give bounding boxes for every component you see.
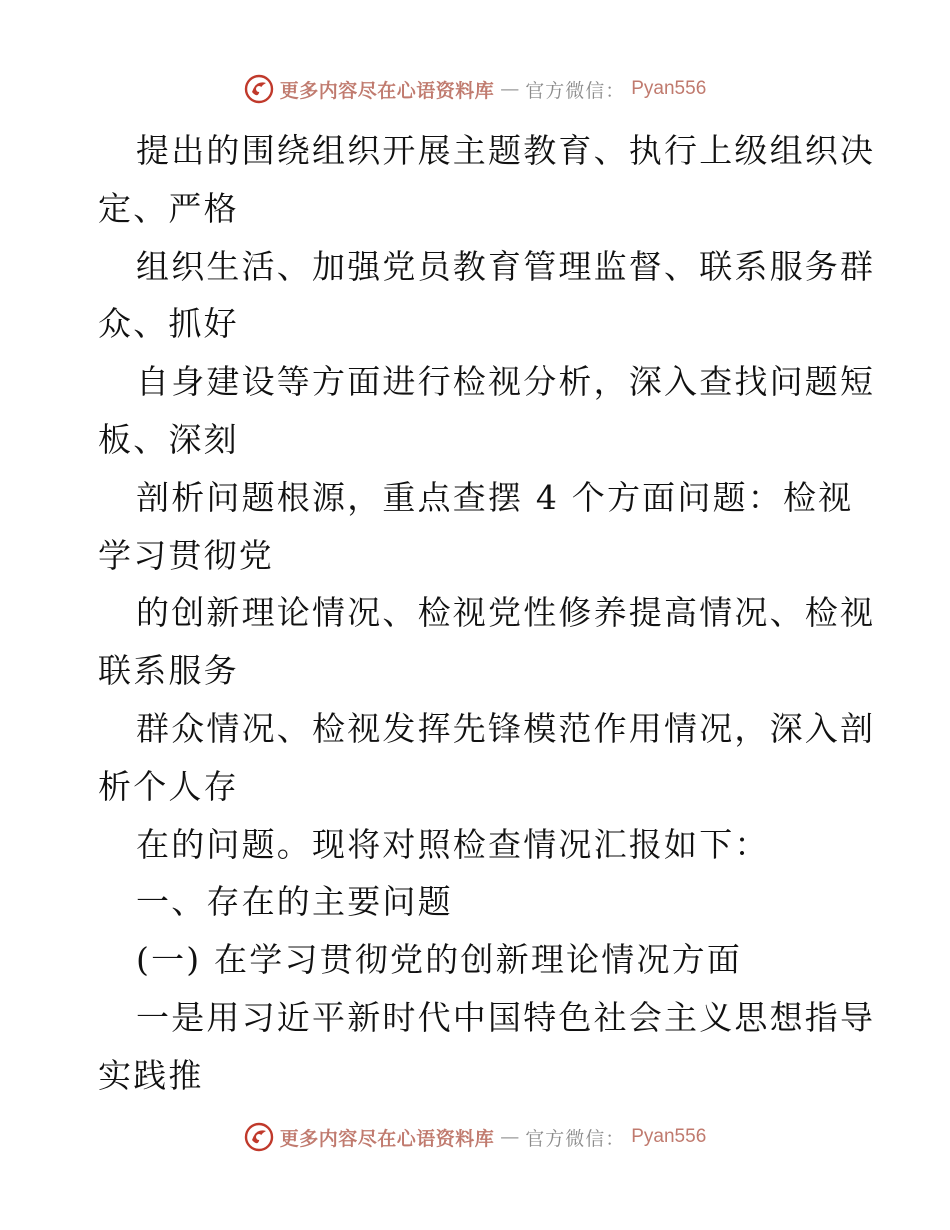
body-line: 的创新理论情况、检视党性修养提高情况、检视 (136, 593, 876, 633)
footer-watermark (0, 1122, 950, 1152)
red-swirl-logo-icon (244, 1122, 274, 1152)
body-line: 剖析问题根源，重点查摆 4 个方面问题：检视 (136, 477, 854, 517)
body-line: 一是用习近平新时代中国特色社会主义思想指导 (136, 997, 876, 1037)
watermark-brand-text: 更多内容尽在心语资料库 (279, 79, 495, 102)
watermark-wechat-id: Pyan556 (631, 1126, 707, 1147)
watermark-brand-text: 更多内容尽在心语资料库 (279, 1127, 495, 1150)
body-line: 板、深刻 (98, 419, 239, 459)
watermark-separator: — (500, 78, 520, 100)
body-line: 在的问题。现将对照检查情况汇报如下： (136, 824, 770, 864)
watermark-wechat-label: 官方微信： (525, 79, 626, 102)
red-swirl-logo-icon (244, 74, 274, 104)
body-line: 众、抓好 (98, 304, 239, 344)
subsection-heading: (一) 在学习贯彻党的创新理论情况方面 (136, 940, 743, 980)
body-line: 联系服务 (98, 651, 239, 691)
body-line: 组织生活、加强党员教育管理监督、联系服务群 (136, 246, 876, 286)
watermark-wechat-id: Pyan556 (631, 78, 707, 99)
document-body (98, 122, 876, 1105)
watermark-wechat-label: 官方微信： (525, 1127, 626, 1150)
body-line: 自身建设等方面进行检视分析，深入查找问题短 (136, 362, 876, 402)
body-line: 实践推 (98, 1055, 204, 1095)
body-line: 提出的围绕组织开展主题教育、执行上级组织决 (136, 131, 876, 170)
body-line: 学习贯彻党 (98, 535, 274, 575)
body-line: 定、严格 (98, 188, 239, 228)
body-line: 群众情况、检视发挥先锋模范作用情况，深入剖 (136, 708, 876, 748)
header-watermark (0, 74, 950, 104)
body-line: 析个人存 (98, 766, 239, 806)
watermark-separator: — (500, 1126, 520, 1148)
section-heading: 一、存在的主要问题 (136, 882, 453, 922)
